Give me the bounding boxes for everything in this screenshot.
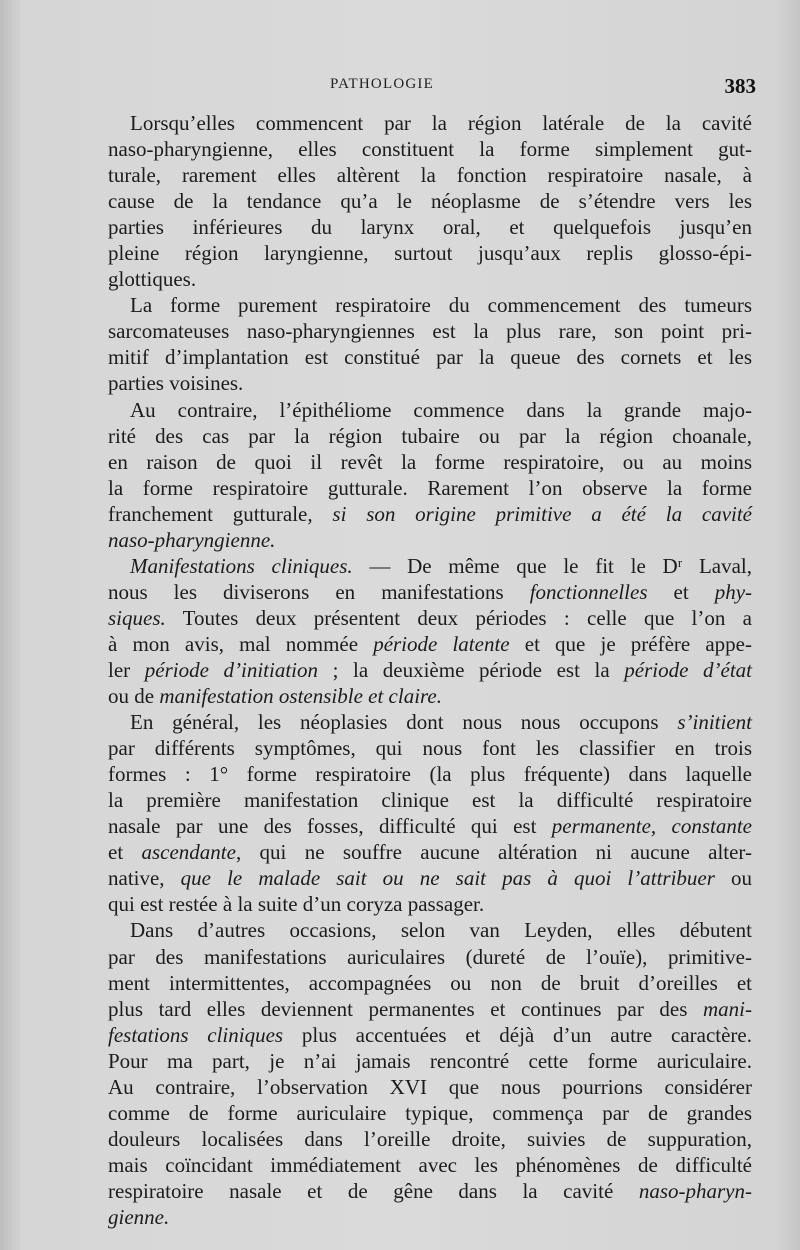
text-segment: et — [108, 840, 142, 865]
text-line — [108, 423, 752, 449]
text-segment: ou de — [108, 684, 160, 709]
italic-text-segment: Manifestations cliniques. — [130, 553, 353, 578]
italic-text-segment: période d’initiation — [144, 657, 318, 682]
text-segment: mais coïncidant immédiatement avec les phénomènes de difficulté — [108, 1152, 752, 1177]
text-line — [108, 1204, 752, 1230]
text-segment: ou — [714, 866, 752, 891]
text-segment: plus tard elles deviennent permanentes et continues par des — [108, 996, 703, 1021]
text-line — [108, 214, 752, 240]
text-line — [108, 162, 752, 188]
italic-text-segment: s’initient — [677, 710, 752, 735]
text-segment: par des manifestations auriculaires (dureté de l’ouïe), primitive- — [108, 944, 752, 969]
text-line — [108, 631, 752, 657]
italic-text-segment: naso-pharyngienne. — [108, 527, 276, 552]
text-line — [108, 1152, 752, 1178]
text-segment: mitif d’implantation est constitué par la queue des cornets et les — [108, 345, 752, 370]
text-segment: — De même que le fit le Dʳ Laval, — [352, 553, 752, 578]
text-segment: ment intermittentes, accompagnées ou non de bruit d’oreilles et — [108, 970, 752, 995]
text-segment: Pour ma part, je n’ai jamais rencontré cette forme auriculaire. — [108, 1048, 752, 1073]
italic-text-segment: mani- — [703, 996, 752, 1021]
text-segment: par différents symptômes, qui nous font les classifier en trois — [108, 736, 752, 761]
text-line — [108, 917, 752, 943]
text-line — [108, 344, 752, 370]
text-line — [108, 787, 752, 813]
text-segment: ; la deuxième période est la — [318, 657, 625, 682]
text-segment: plus accentuées et déjà d’un autre caractère. — [283, 1022, 752, 1047]
italic-text-segment: gienne. — [108, 1204, 170, 1229]
body-text — [108, 110, 752, 1230]
italic-text-segment: que le malade sait ou ne sait pas à quoi l’attribuer — [180, 866, 715, 891]
text-line — [108, 1178, 752, 1204]
running-head — [0, 76, 800, 98]
text-line — [108, 970, 752, 996]
text-line — [108, 501, 752, 527]
text-line — [108, 397, 752, 423]
text-line — [108, 370, 752, 396]
text-segment: Au contraire, l’observation XVI que nous pourrions considérer — [108, 1074, 752, 1099]
text-line — [108, 605, 752, 631]
text-line — [108, 188, 752, 214]
text-segment: la forme respiratoire gutturale. Rarement l’on observe la forme — [108, 475, 752, 500]
text-line — [108, 657, 752, 683]
text-segment: pleine région laryngienne, surtout jusqu’aux replis glosso-épi- — [108, 241, 752, 266]
text-line — [108, 240, 752, 266]
text-line — [108, 839, 752, 865]
italic-text-segment: festations cliniques — [108, 1022, 284, 1047]
text-segment: sarcomateuses naso-pharyngiennes est la plus rare, son point pri- — [108, 319, 752, 344]
text-segment: respiratoire nasale et de gêne dans la cavité — [108, 1178, 639, 1203]
text-segment: nous les diviserons en manifestations — [108, 579, 530, 604]
text-line — [108, 944, 752, 970]
text-line — [108, 527, 752, 553]
text-segment: native, — [108, 866, 181, 891]
text-segment: glottiques. — [108, 267, 197, 292]
text-segment: Toutes deux présentent deux périodes : celle que l’on a — [165, 605, 752, 630]
text-segment: qui est restée à la suite d’un coryza passager. — [108, 892, 485, 917]
text-segment: à mon avis, mal nommée — [108, 631, 374, 656]
text-line — [108, 761, 752, 787]
text-line — [108, 709, 752, 735]
text-segment: en raison de quoi il revêt la forme respiratoire, ou au moins — [108, 449, 752, 474]
text-segment: , qui ne souffre aucune altération ni aucune alter- — [235, 840, 752, 865]
text-segment: franchement gutturale, — [108, 501, 333, 526]
text-line — [108, 1126, 752, 1152]
text-line — [108, 735, 752, 761]
text-segment: formes : 1° forme respiratoire (la plus fréquente) dans laquelle — [108, 762, 752, 787]
text-line — [108, 996, 752, 1022]
italic-text-segment: phy- — [714, 579, 753, 604]
text-line — [108, 266, 752, 292]
text-line — [108, 683, 752, 709]
text-line — [108, 292, 752, 318]
italic-text-segment: si son origine primitive a été la cavité — [332, 501, 752, 526]
italic-text-segment: naso-pharyn- — [638, 1178, 752, 1203]
italic-text-segment: manifestation ostensible et claire. — [159, 684, 443, 709]
text-segment: turale, rarement elles altèrent la fonction respiratoire nasale, à — [108, 163, 752, 188]
text-segment: parties voisines. — [108, 371, 244, 396]
page-number: 383 — [724, 74, 756, 98]
text-line — [108, 318, 752, 344]
text-line — [108, 1048, 752, 1074]
italic-text-segment: période d’état — [624, 657, 752, 682]
text-segment: la première manifestation clinique est la difficulté respiratoire — [108, 788, 752, 813]
text-segment: cause de la tendance qu’a le néoplasme de s’étendre vers les — [108, 189, 752, 214]
text-segment: parties inférieures du larynx oral, et quelquefois jusqu’en — [108, 215, 752, 240]
text-segment: et — [647, 579, 715, 604]
text-line — [108, 553, 752, 579]
text-segment: La forme purement respiratoire du commencement des tumeurs — [130, 293, 752, 318]
italic-text-segment: permanente, constante — [551, 814, 752, 839]
text-line — [108, 475, 752, 501]
italic-text-segment: période latente — [373, 631, 510, 656]
text-line — [108, 813, 752, 839]
text-segment: Dans d’autres occasions, selon van Leyden, elles débutent — [130, 918, 752, 943]
text-segment: rité des cas par la région tubaire ou par la région choanale, — [108, 423, 752, 448]
text-line — [108, 1074, 752, 1100]
running-title: PATHOLOGIE — [330, 76, 434, 92]
text-segment: Au contraire, l’épithéliome commence dans la grande majo- — [130, 397, 752, 422]
text-line — [108, 865, 752, 891]
italic-text-segment: fonctionnelles — [529, 579, 648, 604]
text-segment: ler — [108, 657, 145, 682]
text-line — [108, 1100, 752, 1126]
text-line — [108, 136, 752, 162]
text-segment: douleurs localisées dans l’oreille droite, suivies de suppuration, — [108, 1126, 752, 1151]
text-segment: naso-pharyngienne, elles constituent la forme simplement gut- — [108, 137, 752, 162]
text-line — [108, 1022, 752, 1048]
text-line — [108, 891, 752, 917]
text-line — [108, 110, 752, 136]
text-segment: comme de forme auriculaire typique, commença par de grandes — [108, 1100, 752, 1125]
text-segment: et que je préfère appe- — [509, 631, 752, 656]
italic-text-segment: siques. — [108, 605, 166, 630]
italic-text-segment: ascendante — [141, 840, 236, 865]
text-line — [108, 449, 752, 475]
text-segment: nasale par une des fosses, difficulté qui est — [108, 814, 552, 839]
text-segment: Lorsqu’elles commencent par la région latérale de la cavité — [130, 111, 752, 135]
text-segment: En général, les néoplasies dont nous nous occupons — [130, 710, 678, 735]
text-line — [108, 579, 752, 605]
